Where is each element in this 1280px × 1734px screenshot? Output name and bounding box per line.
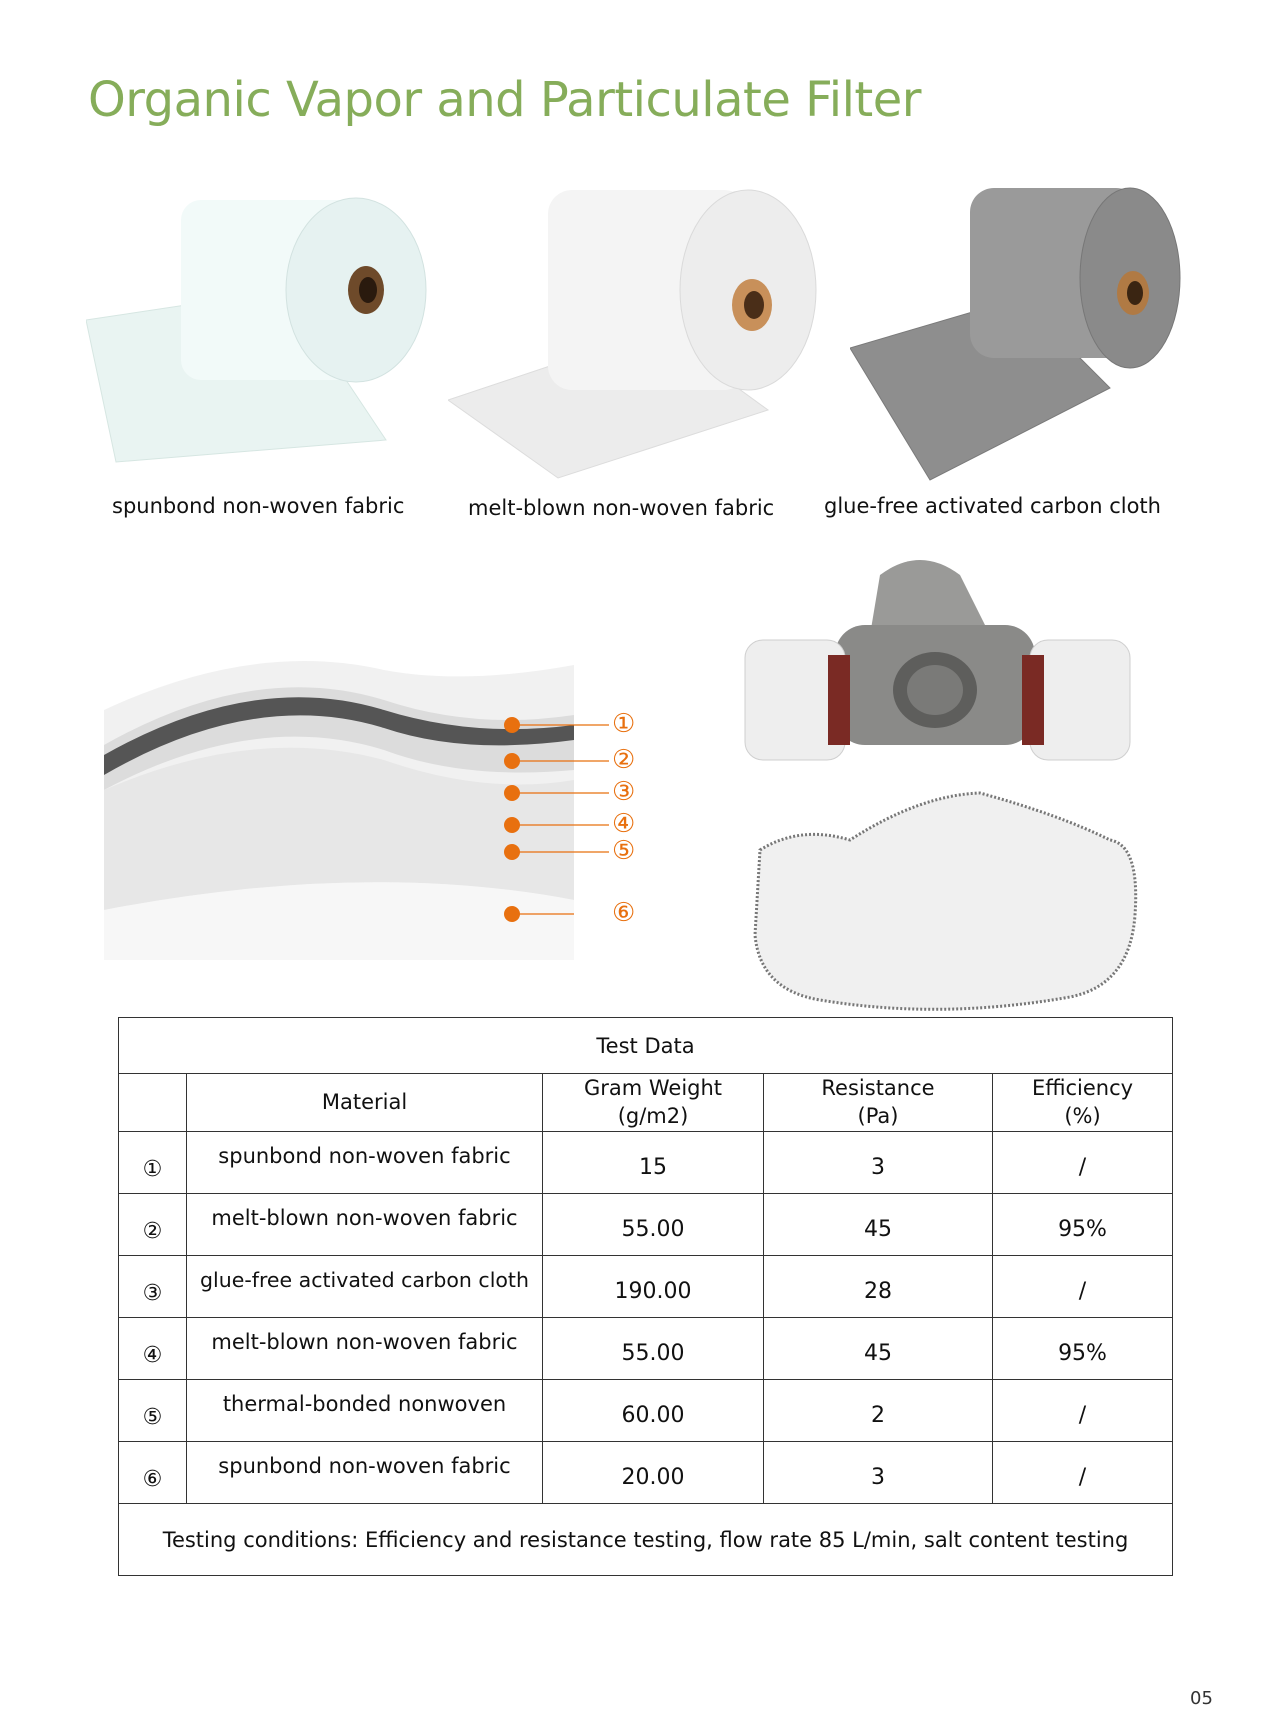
layer-marker-5: ⑤ — [612, 836, 636, 866]
table-row — [119, 1194, 1173, 1256]
melt-blown-roll-image — [448, 180, 818, 480]
row-index: ③ — [119, 1256, 187, 1318]
respirator-mask-image — [740, 545, 1170, 1015]
layer-marker-4: ④ — [612, 809, 636, 839]
layer-marker-1: ① — [612, 709, 636, 739]
header-gram-weight: Gram Weight (g/m2) — [543, 1074, 764, 1132]
row-efficiency: 95% — [993, 1194, 1173, 1256]
row-efficiency: / — [993, 1380, 1173, 1442]
header-resistance: Resistance (Pa) — [764, 1074, 993, 1132]
row-index: ⑤ — [119, 1380, 187, 1442]
row-gram-weight: 15 — [543, 1132, 764, 1194]
row-material: glue-free activated carbon cloth — [187, 1256, 543, 1318]
row-resistance: 3 — [764, 1132, 993, 1194]
row-material: spunbond non-woven fabric — [187, 1442, 543, 1504]
page-title: Organic Vapor and Particulate Filter — [88, 72, 922, 128]
table-title: Test Data — [119, 1018, 1173, 1074]
table-note-row — [119, 1504, 1173, 1576]
row-material: spunbond non-woven fabric — [187, 1132, 543, 1194]
row-resistance: 28 — [764, 1256, 993, 1318]
row-gram-weight: 190.00 — [543, 1256, 764, 1318]
product-caption-carbon-cloth: glue-free activated carbon cloth — [824, 494, 1161, 518]
header-index — [119, 1074, 187, 1132]
spunbond-roll-image — [86, 190, 446, 480]
table-row — [119, 1318, 1173, 1380]
testing-conditions-note: Testing conditions: Efficiency and resistance testing, flow rate 85 L/min, salt content testing — [119, 1504, 1173, 1576]
row-resistance: 2 — [764, 1380, 993, 1442]
layer-marker-3: ③ — [612, 777, 636, 807]
row-efficiency: 95% — [993, 1318, 1173, 1380]
row-material: melt-blown non-woven fabric — [187, 1318, 543, 1380]
product-caption-melt-blown: melt-blown non-woven fabric — [468, 496, 775, 520]
carbon-cloth-roll-image — [850, 178, 1190, 483]
layer-marker-2: ② — [612, 745, 636, 775]
table-row — [119, 1256, 1173, 1318]
table-title-row — [119, 1018, 1173, 1074]
header-efficiency: Efficiency (%) — [993, 1074, 1173, 1132]
row-material: thermal-bonded nonwoven — [187, 1380, 543, 1442]
filter-layer-cross-section — [104, 630, 664, 960]
row-gram-weight: 55.00 — [543, 1318, 764, 1380]
test-data-table — [118, 1017, 1173, 1576]
row-index: ⑥ — [119, 1442, 187, 1504]
row-efficiency: / — [993, 1442, 1173, 1504]
row-gram-weight: 55.00 — [543, 1194, 764, 1256]
row-gram-weight: 60.00 — [543, 1380, 764, 1442]
layer-marker-6: ⑥ — [612, 898, 636, 928]
table-row — [119, 1132, 1173, 1194]
row-gram-weight: 20.00 — [543, 1442, 764, 1504]
row-efficiency: / — [993, 1132, 1173, 1194]
row-resistance: 3 — [764, 1442, 993, 1504]
row-material: melt-blown non-woven fabric — [187, 1194, 543, 1256]
row-index: ④ — [119, 1318, 187, 1380]
product-caption-spunbond: spunbond non-woven fabric — [112, 494, 405, 518]
row-efficiency: / — [993, 1256, 1173, 1318]
row-resistance: 45 — [764, 1318, 993, 1380]
page-number: 05 — [1190, 1688, 1213, 1709]
row-index: ② — [119, 1194, 187, 1256]
row-index: ① — [119, 1132, 187, 1194]
row-resistance: 45 — [764, 1194, 993, 1256]
table-row — [119, 1442, 1173, 1504]
header-material: Material — [187, 1074, 543, 1132]
table-header-row — [119, 1074, 1173, 1132]
table-row — [119, 1380, 1173, 1442]
